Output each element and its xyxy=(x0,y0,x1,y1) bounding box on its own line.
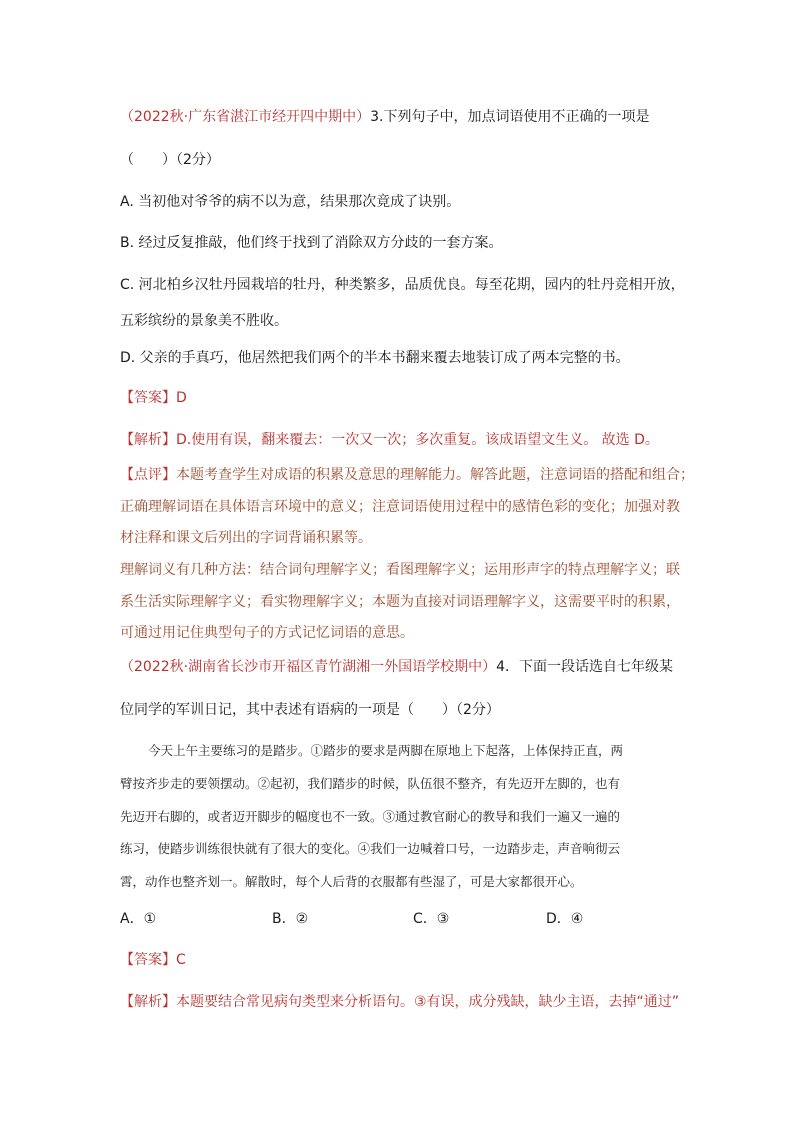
answer-value: C xyxy=(176,952,186,968)
question-3-option-c: C. 河北柏乡汉牡丹园栽培的牡丹，种类繁多，品质优良。每至花期，园内的牡丹竞相开放， xyxy=(120,277,685,293)
question-4-analysis xyxy=(120,992,679,1012)
analysis-text: D.使用有误，翻来覆去：一次又一次；多次重复。该成语望文生义。 故选 D。 xyxy=(176,432,659,448)
passage-line-1: 今天上午主要练习的是踏步。①踏步的要求是两脚在原地上下起落，上体保持正直，两 xyxy=(148,743,624,758)
comment-line-4: 理解词义有几种方法：结合词句理解字义；看图理解字义；运用形声字的特点理解字义；联 xyxy=(120,562,680,578)
question-3-source: （2022秋·广东省湛江市经开四中期中） xyxy=(120,109,371,125)
analysis-text: 本题要结合常见病句类型来分析语句。③有误，成分残缺，缺少主语，去掉“通过” xyxy=(176,994,680,1010)
question-3-option-a: A. 当初他对爷爷的病不以为意，结果那次竟成了诀别。 xyxy=(120,194,461,210)
passage-line-3: 先迈开右脚的，或者迈开脚步的幅度也不一致。③通过教官耐心的教导和我们一遍又一遍的 xyxy=(120,809,621,824)
comment-line-6: 可通过用记住典型句子的方式记忆词语的意思。 xyxy=(120,625,414,641)
comment-line-3: 材注释和课文后列出的字词背诵积累等。 xyxy=(120,530,372,546)
analysis-tag: 【解析】 xyxy=(120,994,176,1010)
question-4-option-c: C．③ xyxy=(413,911,450,927)
question-3-stem-line2: （ ）（2分） xyxy=(120,152,220,168)
question-3-option-c-cont: 五彩缤纷的景象美不胜收。 xyxy=(120,313,288,329)
passage-line-2: 臂按齐步走的要领摆动。②起初，我们踏步的时候，队伍很不整齐，有先迈开左脚的，也有 xyxy=(120,776,621,791)
comment-tag: 【点评】 xyxy=(120,467,176,483)
question-4-option-d: D．④ xyxy=(546,911,584,927)
question-4-answer xyxy=(120,950,186,970)
comment-line-2: 正确理解词语在具体语言环境中的意义；注意词语使用过程中的感情色彩的变化；加强对教 xyxy=(120,499,680,515)
question-4-stem-text: 4．下面一段话选自七年级某 xyxy=(496,659,673,675)
question-4-option-a: A．① xyxy=(120,911,157,927)
question-3-stem xyxy=(120,107,649,127)
answer-value: D xyxy=(176,390,187,406)
question-3-stem-text: 3.下列句子中，加点词语使用不正确的一项是 xyxy=(370,109,650,125)
question-4-stem-line2: 位同学的军训日记，其中表述有语病的一项是（ ）（2分） xyxy=(120,702,500,718)
passage-line-5: 霄，动作也整齐划一。解散时，每个人后背的衣服都有些湿了，可是大家都很开心。 xyxy=(120,874,583,889)
passage-line-4: 练习，使踏步训练很快就有了很大的变化。④我们一边喊着口号，一边踏步走，声音响彻云 xyxy=(120,841,621,856)
question-4-stem xyxy=(120,657,673,677)
analysis-tag: 【解析】 xyxy=(120,432,176,448)
comment-line-1: 本题考查学生对成语的积累及意思的理解能力。解答此题，注意词语的搭配和组合； xyxy=(176,467,694,483)
question-3-comment xyxy=(120,465,694,485)
answer-tag: 【答案】 xyxy=(120,952,176,968)
answer-tag: 【答案】 xyxy=(120,390,176,406)
question-3-analysis xyxy=(120,430,659,450)
question-4-source: （2022秋·湖南省长沙市开福区青竹湖湘一外国语学校期中） xyxy=(120,659,497,675)
question-3-answer xyxy=(120,388,187,408)
question-4-option-b: B．② xyxy=(272,911,309,927)
question-3-option-d: D. 父亲的手真巧，他居然把我们两个的半本书翻来覆去地装订成了两本完整的书。 xyxy=(120,350,630,366)
comment-line-5: 系生活实际理解字义；看实物理解字义；本题为直接对词语理解字义，这需要平时的积累， xyxy=(120,594,680,610)
question-3-option-b: B. 经过反复推敲，他们终于找到了消除双方分歧的一套方案。 xyxy=(120,235,503,251)
